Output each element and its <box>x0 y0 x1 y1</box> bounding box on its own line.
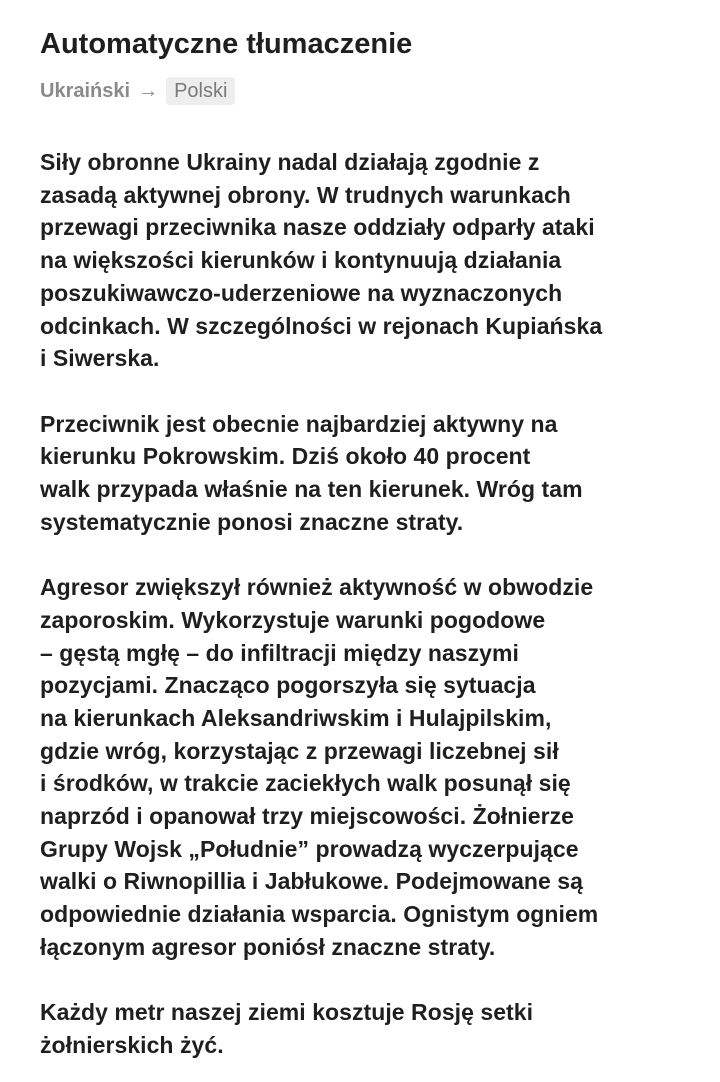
paragraph: Każdy metr naszej ziemi kosztuje Rosję setki żołnierskich żyć. <box>40 999 534 1058</box>
target-language-badge[interactable]: Polski <box>166 77 235 105</box>
arrow-right-icon: → <box>138 80 159 102</box>
paragraph: Przeciwnik jest obecnie najbardziej aktywny na kierunku Pokrowskim. Dziś około 40 procent walk przypada właśnie na ten kierunek. Wróg tam systematycznie ponosi znaczne straty. <box>40 410 583 535</box>
source-language: Ukraiński <box>40 79 131 102</box>
language-pair <box>40 76 680 106</box>
page-title: Automatyczne tłumaczenie <box>40 28 413 60</box>
translated-text <box>40 146 680 1062</box>
paragraph: Agresor zwiększył również aktywność w obwodzie zaporoskim. Wykorzystuje warunki pogodowe – gęstą mgłę – do infiltracji między naszymi pozycjami. Znacząco pogorszyła się sytuacja na kierunkach Aleksandriwskim i Hulajpilskim, gdzie wróg, korzystając z przewagi liczebnej sił i środków, w trakcie zaciekłych walk posunął się naprzód i opanował trzy miejscowości. Żołnierze Grupy Wojsk „Południe” prowadzą wyczerpujące walki o Riwnopillia i Jabłukowe. Podejmowane są odpowiednie działania wsparcia. Ognistym ogniem łączonym agresor poniósł znaczne straty. <box>40 574 599 960</box>
paragraph: Siły obronne Ukrainy nadal działają zgodnie z zasadą aktywnej obrony. W trudnych warunkach przewagi przeciwnika nasze oddziały odparły ataki na większości kierunków i kontynuują działania poszukiwawczo-uderzeniowe na wyznaczonych odcinkach. W szczególności w rejonach Kupiańska i Siwerska. <box>40 149 603 372</box>
